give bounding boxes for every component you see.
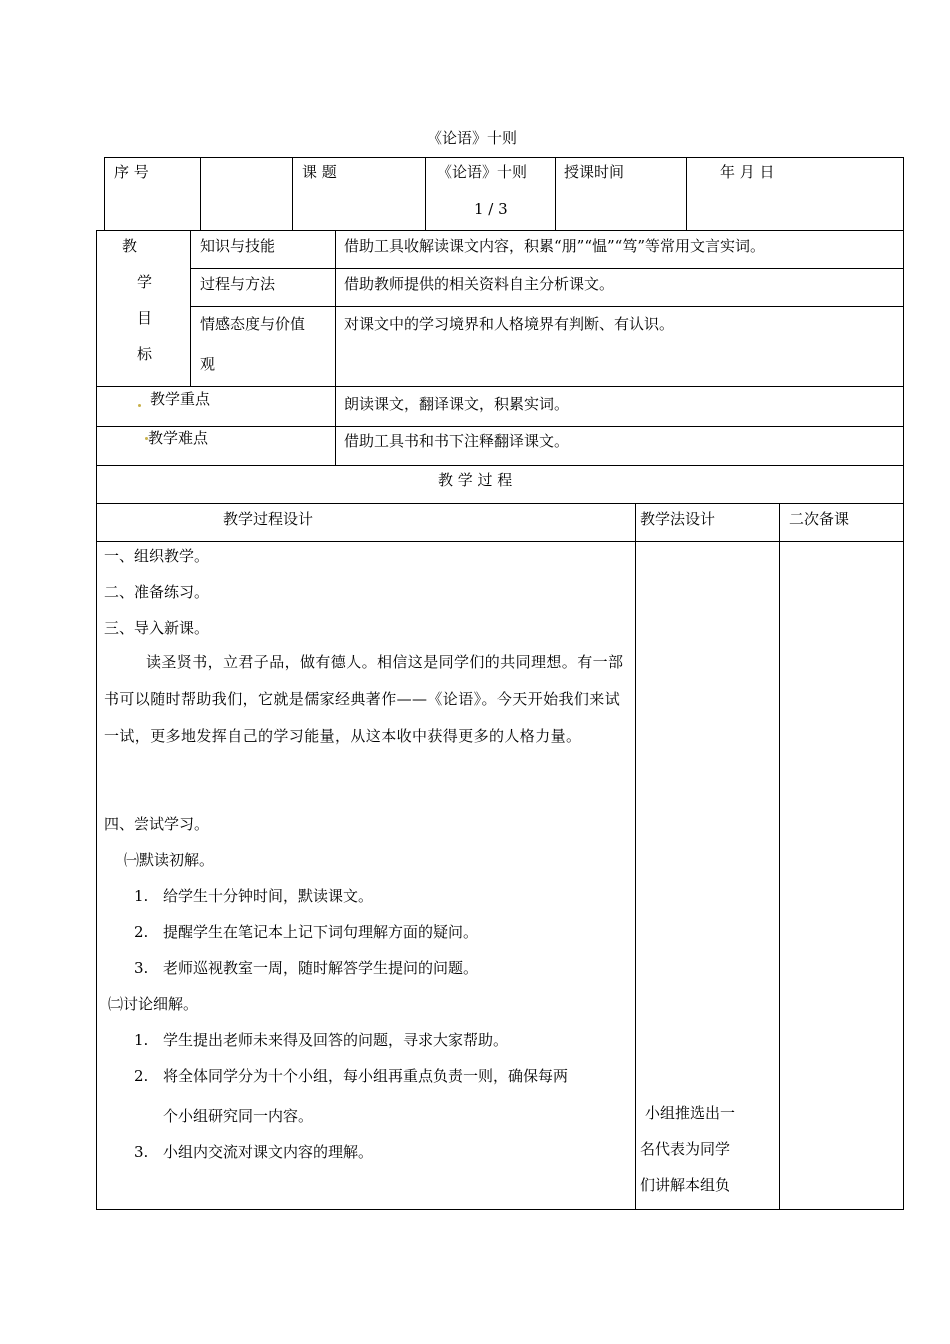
intro-paragraph: 读圣贤书，立君子品，做有德人。相信这是同学们的共同理想。有一部书可以随时帮助我们，它就是儒家经典著作——《论语》。今天开始我们来试一试，更多地发挥自己的学习能量，从这本收中获得更多的人格力量。	[104, 653, 624, 745]
date-field: 年 月 日	[720, 163, 775, 181]
page-number: 1 / 3	[474, 200, 508, 218]
page-title: 《论语》十则	[427, 129, 518, 147]
item-num: 1.	[134, 887, 149, 905]
goal-text-attitude: 对课文中的学习境界和人格境界有判断、有认识。	[344, 315, 675, 333]
column-design: 教学过程设计	[223, 510, 314, 528]
method-note-line: 们讲解本组负	[640, 1176, 731, 1194]
goal-label-knowledge: 知识与技能	[200, 237, 276, 255]
goal-label-attitude: 情感态度与价值	[200, 315, 306, 333]
item-text: 提醒学生在笔记本上记下词句理解方面的疑问。	[163, 923, 479, 941]
method-note-line: 小组推选出一	[645, 1104, 736, 1122]
key-point-text: 朗读课文，翻译课文，积累实词。	[344, 395, 570, 413]
process-title: 教 学 过 程	[438, 471, 513, 489]
goal-text-knowledge: 借助工具收解读课文内容，积累“朋”“愠”“笃”等常用文言实词。	[344, 237, 766, 255]
key-point-label: 教学重点	[150, 390, 211, 408]
item-num: 3.	[134, 959, 149, 977]
difficulty-text: 借助工具书和书下注释翻译课文。	[344, 432, 570, 450]
goals-side-2: 学	[137, 273, 153, 291]
sub-silent-reading: ㈠默读初解。	[124, 851, 215, 869]
goals-side-1: 教	[122, 237, 138, 255]
step-organize: 一、组织教学。	[104, 547, 210, 565]
goals-side-4: 标	[137, 345, 153, 363]
mark-dot	[138, 404, 141, 407]
item-num: 2.	[134, 1067, 149, 1085]
goal-label-attitude-2: 观	[200, 355, 216, 373]
step-intro: 三、导入新课。	[104, 619, 210, 637]
step-try: 四、尝试学习。	[104, 815, 210, 833]
time-label: 授课时间	[564, 163, 625, 181]
column-second: 二次备课	[789, 510, 850, 528]
item-text-continued: 个小组研究同一内容。	[163, 1107, 314, 1125]
item-num: 3.	[134, 1143, 149, 1161]
item-text: 学生提出老师未来得及回答的问题，寻求大家帮助。	[163, 1031, 509, 1049]
item-text: 老师巡视教室一周，随时解答学生提问的问题。	[163, 959, 479, 977]
difficulty-label: 教学难点	[148, 429, 209, 447]
item-num: 2.	[134, 923, 149, 941]
goal-text-process: 借助教师提供的相关资料自主分析课文。	[344, 275, 615, 293]
topic-label: 课 题	[302, 163, 337, 181]
sub-discussion: ㈡讨论细解。	[108, 995, 199, 1013]
method-note-line: 名代表为同学	[640, 1140, 731, 1158]
item-text: 给学生十分钟时间，默读课文。	[163, 887, 374, 905]
item-num: 1.	[134, 1031, 149, 1049]
goal-label-process: 过程与方法	[200, 275, 276, 293]
seq-label: 序 号	[114, 163, 149, 181]
step-prepare: 二、准备练习。	[104, 583, 210, 601]
item-text: 小组内交流对课文内容的理解。	[163, 1143, 374, 1161]
column-method: 教学法设计	[640, 510, 716, 528]
topic-value: 《论语》十则	[437, 163, 528, 181]
item-text: 将全体同学分为十个小组，每小组再重点负责一则，确保每两	[163, 1067, 569, 1085]
goals-side-3: 目	[137, 309, 153, 327]
